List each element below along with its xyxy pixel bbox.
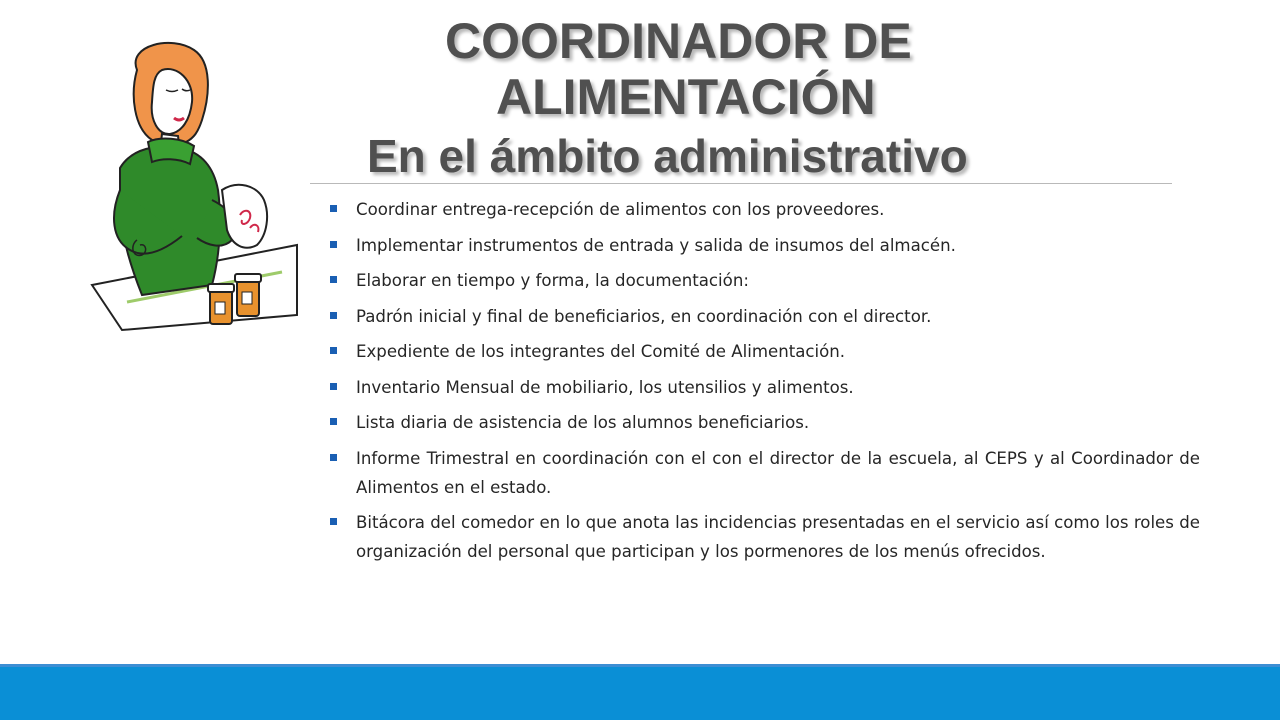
list-item-text: Padrón inicial y final de beneficiarios, en coordinación con el director. bbox=[356, 306, 932, 326]
list-item-text: Lista diaria de asistencia de los alumnos beneficiarios. bbox=[356, 413, 810, 432]
bullet-square-icon bbox=[330, 276, 337, 283]
list-item bbox=[328, 231, 1200, 260]
bullet-square-icon bbox=[330, 347, 337, 354]
list-item-text: Bitácora del comedor en lo que anota las incidencias presentadas en el servicio así como los roles de organización del personal que participan y los pormenores de los menús ofrecidos. bbox=[356, 513, 1200, 561]
list-item bbox=[328, 195, 1200, 224]
list-item-text: Informe Trimestral en coordinación con el con el director de la escuela, al CEPS y al Coordinador de Alimentos en el estado. bbox=[356, 448, 1200, 497]
bullet-square-icon bbox=[330, 418, 337, 425]
list-item bbox=[328, 302, 1200, 331]
list-item-text: Implementar instrumentos de entrada y salida de insumos del almacén. bbox=[356, 235, 956, 255]
list-item bbox=[328, 508, 1200, 566]
slide-subtitle: En el ámbito administrativo bbox=[367, 130, 968, 182]
title-divider bbox=[310, 183, 1172, 184]
list-item-text: Coordinar entrega-recepción de alimentos con los proveedores. bbox=[356, 200, 885, 219]
list-item bbox=[328, 373, 1200, 402]
bullet-square-icon bbox=[330, 205, 337, 212]
list-item-text: Inventario Mensual de mobiliario, los utensilios y alimentos. bbox=[356, 377, 854, 397]
list-item bbox=[328, 444, 1200, 502]
bullet-list bbox=[328, 195, 1200, 573]
list-item bbox=[328, 408, 1200, 437]
bullet-square-icon bbox=[330, 383, 337, 390]
slide-title-line-1: COORDINADOR DE bbox=[445, 13, 912, 69]
list-item bbox=[328, 337, 1200, 366]
list-item bbox=[328, 266, 1200, 295]
list-item-text: Expediente de los integrantes del Comité de Alimentación. bbox=[356, 342, 846, 361]
bullet-square-icon bbox=[330, 454, 337, 461]
slide-title-line-2: ALIMENTACIÓN bbox=[496, 69, 876, 125]
list-item-text: Elaborar en tiempo y forma, la documentación: bbox=[356, 271, 749, 290]
bullet-square-icon bbox=[330, 518, 337, 525]
bullet-square-icon bbox=[330, 312, 337, 319]
footer-bar bbox=[0, 667, 1280, 720]
woman-with-food-jars-clipart bbox=[82, 40, 302, 340]
bullet-square-icon bbox=[330, 241, 337, 248]
